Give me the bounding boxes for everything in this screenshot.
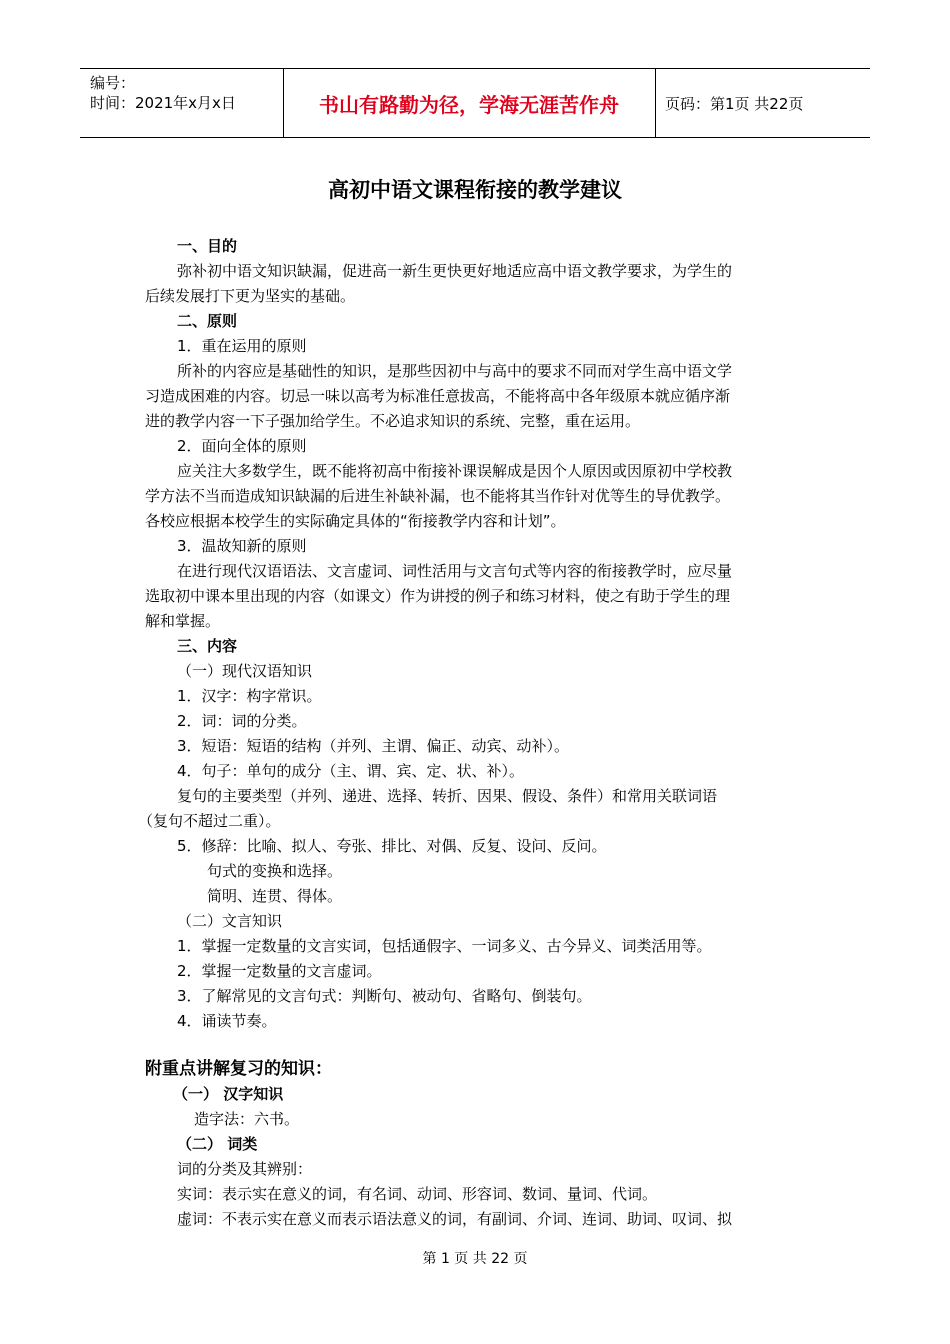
list-item: 2．掌握一定数量的文言虚词。 — [177, 962, 382, 980]
list-item: 3．短语：短语的结构（并列、主谓、偏正、动宾、动补）。 — [177, 737, 570, 755]
header-page-info: 页码：第1页 共22页 — [665, 94, 804, 113]
subheading-line: （一）现代汉语知识 — [177, 662, 313, 680]
paragraph-line: 造字法：六书。 — [194, 1110, 300, 1128]
list-item: 4．句子：单句的成分（主、谓、宾、定、状、补）。 — [177, 762, 525, 780]
paragraph-line: 复句的主要类型（并列、递进、选择、转折、因果、假设、条件）和常用关联词语 — [177, 787, 718, 805]
paragraph-line: 学方法不当而造成知识缺漏的后进生补缺补漏，也不能将其当作针对优等生的导优教学。 — [145, 487, 731, 505]
page-footer: 第 1 页 共 22 页 — [422, 1251, 528, 1267]
paragraph-line: （复句不超过二重）。 — [138, 812, 281, 830]
subheading-line: （二）文言知识 — [177, 912, 283, 930]
appendix-subheading: （二） 词类 — [177, 1135, 258, 1153]
header-time-label: 时间：2021年x月x日 — [90, 94, 236, 112]
subheading-line: 1．重在运用的原则 — [177, 337, 307, 355]
paragraph-line: 各校应根据本校学生的实际确定具体的“衔接教学内容和计划”。 — [145, 512, 566, 530]
list-item: 3．了解常见的文言句式：判断句、被动句、省略句、倒装句。 — [177, 987, 592, 1005]
paragraph-line: 词的分类及其辨别： — [177, 1160, 313, 1178]
paragraph-line: 习造成困难的内容。切忌一味以高考为标准任意拔高，不能将高中各年级原本就应循序渐 — [145, 387, 731, 405]
list-item: 5．修辞：比喻、拟人、夸张、排比、对偶、反复、设问、反问。 — [177, 837, 607, 855]
header-number-label: 编号： — [90, 74, 136, 92]
section-heading-purpose: 一、目的 — [177, 237, 238, 255]
paragraph-line: 后续发展打下更为坚实的基础。 — [145, 287, 356, 305]
section-heading-principles: 二、原则 — [177, 312, 238, 330]
list-item: 2．词：词的分类。 — [177, 712, 307, 730]
header-divider — [655, 69, 656, 137]
appendix-heading: 附重点讲解复习的知识： — [145, 1059, 332, 1079]
paragraph-line: 虚词：不表示实在意义而表示语法意义的词，有副词、介词、连词、助词、叹词、拟 — [177, 1210, 733, 1228]
paragraph-line: 所补的内容应是基础性的知识，是那些因初中与高中的要求不同而对学生高中语文学 — [177, 362, 733, 380]
paragraph-line: 解和掌握。 — [145, 612, 221, 630]
document-header — [80, 68, 870, 138]
paragraph-line: 进的教学内容一下子强加给学生。不必追求知识的系统、完整，重在运用。 — [145, 412, 641, 430]
list-item: 简明、连贯、得体。 — [207, 887, 343, 905]
paragraph-line: 实词：表示实在意义的词，有名词、动词、形容词、数词、量词、代词。 — [177, 1185, 658, 1203]
list-item: 4．诵读节奏。 — [177, 1012, 277, 1030]
paragraph-line: 在进行现代汉语语法、文言虚词、词性活用与文言句式等内容的衔接教学时，应尽量 — [177, 562, 733, 580]
list-item: 句式的变换和选择。 — [207, 862, 343, 880]
paragraph-line: 选取初中课本里出现的内容（如课文）作为讲授的例子和练习材料，使之有助于学生的理 — [145, 587, 731, 605]
list-item: 1．汉字：构字常识。 — [177, 687, 322, 705]
paragraph-line: 应关注大多数学生，既不能将初高中衔接补课误解成是因个人原因或因原初中学校教 — [177, 462, 733, 480]
subheading-line: 3．温故知新的原则 — [177, 537, 307, 555]
appendix-subheading: （一） 汉字知识 — [173, 1085, 284, 1103]
section-heading-content: 三、内容 — [177, 637, 238, 655]
subheading-line: 2．面向全体的原则 — [177, 437, 307, 455]
header-motto: 书山有路勤为径，学海无涯苦作舟 — [319, 92, 619, 117]
header-meta — [90, 73, 236, 113]
list-item: 1．掌握一定数量的文言实词，包括通假字、一词多义、古今异义、词类活用等。 — [177, 937, 712, 955]
document-title: 高初中语文课程衔接的教学建议 — [328, 178, 622, 202]
paragraph-line: 弥补初中语文知识缺漏，促进高一新生更快更好地适应高中语文教学要求，为学生的 — [177, 262, 733, 280]
